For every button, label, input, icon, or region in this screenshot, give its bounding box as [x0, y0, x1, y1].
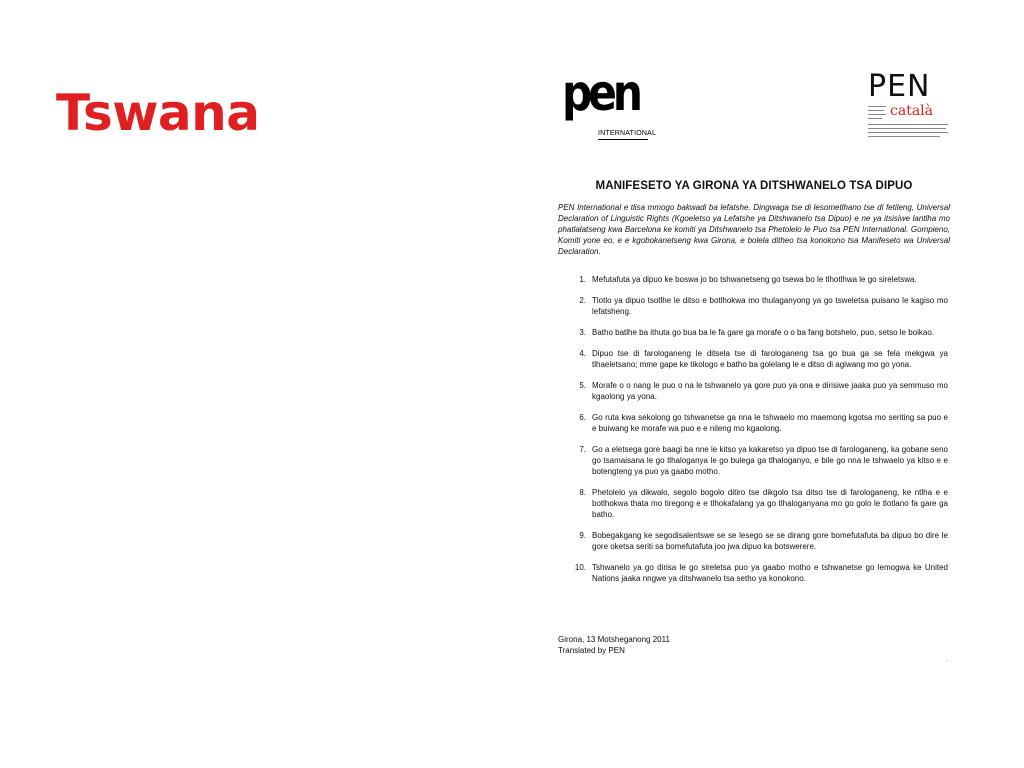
manifesto-document — [556, 66, 952, 676]
pen-catala-fineprint — [868, 106, 888, 122]
article-item — [556, 348, 948, 370]
articles-list — [556, 274, 948, 594]
article-number: 5. — [579, 381, 586, 390]
intro-paragraph: PEN International e tlisa mmogo bakwadi ba lefatshe. Dingwaga tse di lesometlhano tse di fetileng, Universal Declaration of Linguistic Rights (Kgoeletso ya Lefatshe ya Ditshwanelo tsa Dipuo) e ne ya itsisiwe lantlha mo phatlalatseng kwa Barcelona ke komiti ya Ditshwanelo tsa Phetolelo le Puo tsa PEN International. Gompieno, Komiti yone eo, e e kgobokanetseng kwa Girona, e bolela ditheo tsa konokono tsa Manifeseto wa Universal Declaration. — [558, 203, 950, 256]
signoff-translated: Translated by PEN — [558, 646, 625, 655]
article-item — [556, 487, 948, 520]
article-item — [556, 274, 948, 285]
article-text: Mefutafuta ya dipuo ke boswa jo bo tshwanetseng go tsewa bo le tlhotlhwa le go sireletswa. — [592, 275, 917, 284]
article-text: Go ruta kwa sekolong go tshwanetse ga nna le tshwaelo mo maemong kgotsa mo seriting sa puo e e buiwang ke morafe wa puo e e nileng mo kgaolong. — [592, 413, 948, 433]
article-text: Tlotlo ya dipuo tsotlhe le ditso e botlhokwa mo thulaganyong ya go tsweletsa puisano le kagiso mo lefatsheng. — [592, 296, 948, 316]
article-item — [556, 562, 948, 584]
article-item — [556, 327, 948, 338]
page-dot: . — [945, 654, 948, 663]
article-item — [556, 412, 948, 434]
pen-logo-rule — [598, 139, 648, 140]
document-heading: MANIFESETO YA GIRONA YA DITSHWANELO TSA DIPUO — [595, 180, 913, 192]
pen-international-logo — [562, 64, 657, 140]
slide-title: Tswana — [56, 84, 260, 142]
article-item — [556, 530, 948, 552]
article-text: Batho batlhe ba ithuta go bua ba le fa gare ga morafe o o ba fang botshelo, puo, setso le boikao. — [592, 328, 935, 337]
article-text: Dipuo tse di farologaneng le ditsela tse di farologaneng tsa go bua ga se fela mekgwa ya tlhaeletsano; mme gape ke tikologo e batho ba golelang le e ditso di agiwang mo go yona. — [592, 349, 948, 369]
article-item — [556, 295, 948, 317]
article-text: Go a eletsega gore baagi ba nne le kitso ya kakaretso ya dipuo tse di farologaneng, ka gobane seno go tsamaisana le go tlhaloganya le go bulega ga tlhaloganyo, e bile go nna le tshwaelo ya kitso e e botengteng ya puo ya gaabo motho. — [592, 445, 948, 476]
article-number: 1. — [579, 275, 586, 284]
pen-catala-word: PEN — [868, 69, 931, 104]
signoff-place-date: Girona, 13 Motsheganong 2011 — [558, 635, 670, 644]
signoff — [558, 634, 670, 656]
article-number: 10. — [574, 563, 586, 572]
article-number: 9. — [579, 531, 586, 540]
article-number: 7. — [579, 445, 586, 454]
article-text: Phetolelo ya dikwalo, segolo bogolo ditiro tse dikgolo tsa ditso tse di farologaneng, ke ntlha e e botlhokwa thata mo tiregong e e tlhokafalang ya go tlhaloganyana mo go golo le tlotlano fa gare ga batho. — [592, 488, 948, 519]
article-number: 6. — [579, 413, 586, 422]
article-number: 4. — [579, 349, 586, 358]
article-text: Morafe o o nang le puo o na le tshwanelo ya gore puo ya ona e dirisiwe jaaka puo ya semmuso mo kgaolong ya yona. — [592, 381, 948, 401]
pen-logo-word: pen — [562, 64, 639, 122]
article-number: 8. — [579, 488, 586, 497]
article-text: Bobegakgang ke segodisalentswe se se lesego se se dirang gore bomefutafuta ba dipuo bo dire le gore oketsa seriti sa bomefutafuta joo jwa dipuo ka botswerere. — [592, 531, 948, 551]
pen-catala-fineprint-lines — [868, 124, 950, 140]
pen-catala-logo — [868, 69, 952, 142]
pen-catala-subtitle: català — [890, 103, 933, 119]
article-item — [556, 380, 948, 402]
article-number: 2. — [579, 296, 586, 305]
pen-logo-subtitle: INTERNATIONAL — [598, 130, 657, 137]
article-item — [556, 444, 948, 477]
article-number: 3. — [579, 328, 586, 337]
article-text: Tshwanelo ya go dirisa le go sireletsa puo ya gaabo motho e tshwanetse go lemogwa ke United Nations jaaka nngwe ya ditshwanelo tsa setho ya konokono. — [592, 563, 948, 583]
